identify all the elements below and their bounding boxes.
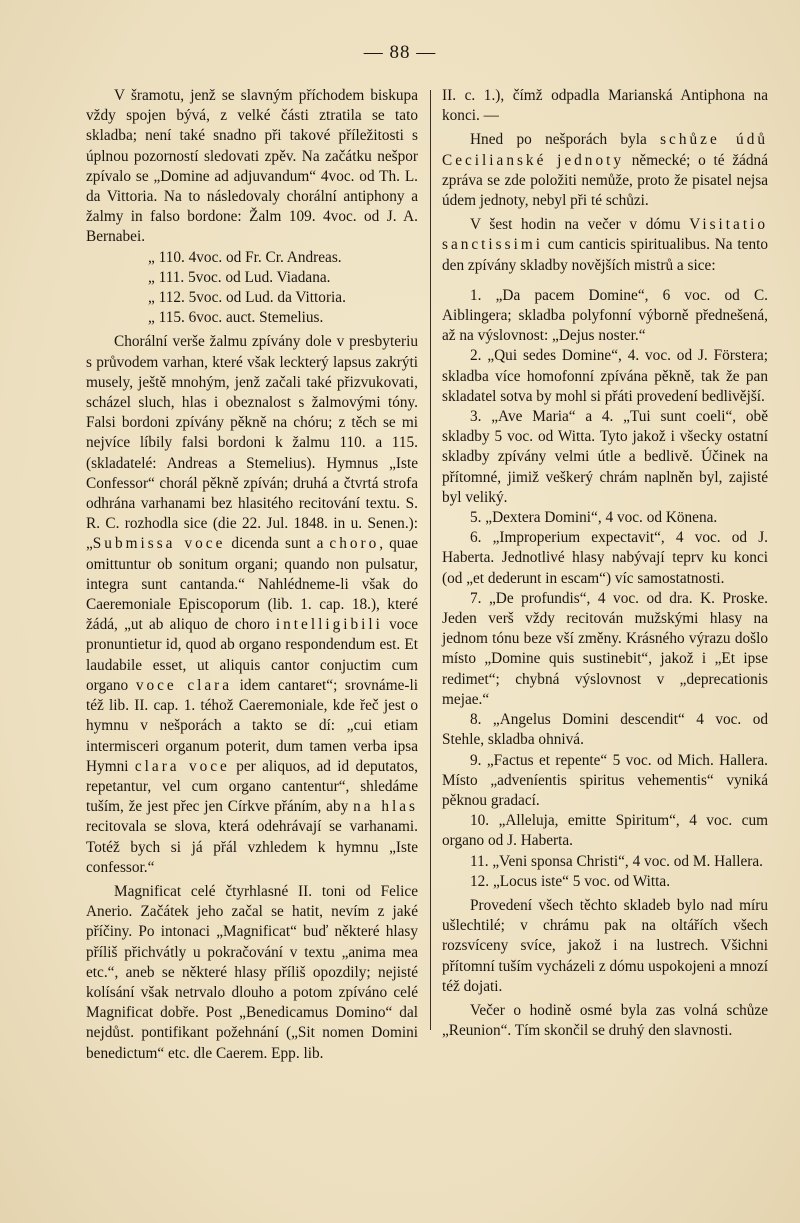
list-item: 5. „Dextera Domini“, 4 voc. od Könena. (470, 509, 718, 527)
list-item: 11. „Veni sponsa Christi“, 4 voc. od M. Hallera. (470, 852, 763, 870)
list-item: 2. „Qui sedes Domine“, 4. voc. od J. Förstera; skladba více homofonní zpívána pěkně, tak že pan skladatel sotva by mohl si přáti provedení bedlivější. (442, 347, 768, 405)
column-divider (430, 90, 431, 1030)
spaced-text: na hlas (353, 798, 418, 816)
spaced-text: schůze údů Cecilianské jednoty (442, 131, 769, 169)
list-item: „ 112. 5voc. od Lud. da Vittoria. (148, 289, 346, 307)
spaced-text: Visitatio sanctissimi (442, 216, 768, 254)
spaced-text: Submissa voce (92, 535, 226, 553)
list-item: „ 115. 6voc. auct. Stemelius. (148, 309, 324, 327)
paragraph: Magnificat celé čtyrhlasné II. toni od Felice Anerio. Začátek jeho začal se hatit, nevím z jaké příčiny. Po intonaci „Magnificat“ buď některé hlasy příliš přichvátly u pokračování v textu „anima mea etc.“, aneb se některé hlasy příliš opozdily; nejisté kolísání však netrvalo dlouho a potom zpíváno celé Magnificat dobře. Post „Benedicamus Domino“ dal nejdůst. pontifikant požehnání („Sit nomen Domini benedictum“ etc. dle Caerem. Epp. lib. (86, 882, 418, 1062)
spaced-text: voce clara (135, 676, 233, 694)
list-item: 8. „Angelus Domini descendit“ 4 voc. od Stehle, skladba ohnivá. (442, 711, 768, 749)
list-item: 9. „Factus et repente“ 5 voc. od Mich. Hallera. Místo „adveníentis spiritus vehementis“ vyniká pěknou gradací. (442, 751, 768, 809)
psalm-list (86, 248, 418, 329)
paragraph: Večer o hodině osmé byla zas volná schůze „Reunion“. Tím skončil se druhý den slavnosti. (442, 1001, 768, 1040)
spaced-text: clara voce (134, 757, 230, 775)
paragraph: Hned po nešporách byla schůze údů Cecilianské jednoty německé; o té žádná zpráva se zde položiti nemůže, proto že pisatel nejsa údem jednoty, nebyl při té schůzi. (442, 131, 769, 210)
list-item: 12. „Locus iste“ 5 voc. od Witta. (470, 872, 671, 890)
list-item: 1. „Da pacem Domine“, 6 voc. od C. Aiblingera; skladba polyfonní výborně přednešená, až na výslovnost: „Dejus noster.“ (442, 286, 768, 345)
paragraph: Chorální verše žalmu zpívány dole v presbyteriu s průvodem varhan, které však leckterý lapsus zakrýti musely, ještě mnohým, jenž začali také přizvukovati, scházel sluch, hlas i obeznalost s žalmovými tóny. Falsi bordoni zpívány pěkně na chóru; z těch se mi nejvíce líbily falsi bordoni k žalmu 110. a 115. (skladatelé: Andreas a Stemelius). Hymnus „Iste Confessor“ chorál pěkně zpíván; druhá a čtvrtá strofa odhrána varhanami bez hlasitého recitování textu. S. R. C. rozhodla sice (die 22. Jul. 1848. in u. Senen.): „Submissa voce dicenda sunt a choro, quae omittuntur ob sonitum organi; quando non pulsatur, integra sunt cantanda.“ Nahlédneme-li však do Caeremoniale Episcoporum (lib. 1. cap. 18.), které žádá, „ut ab aliquo de choro intelligibili voce pronuntietur id, quod ab organo respondendum est. Et laudabile esset, ut aliquis cantor conjuctim cum organo voce clara idem cantaret“; srovnáme-li též lib. II. cap. 1. téhož Caeremoniale, kde řeč jest o hymnu v nešporách a takto se dí: „cui etiam intermisceri organum poterit, dum tamen verba ipsa Hymni clara voce per aliquos, ad id deputatos, repetantur, vel cum organo cantentur“, shledáme tuším, že jest přec jen Církve přáním, aby na hlas recitovala se slova, která odehrávají se varhanami. Totéž bych si já přál vzhledem k hymnu „Iste confessor.“ (86, 333, 419, 876)
list-item: „ 110. 4voc. od Fr. Cr. Andreas. (148, 248, 342, 266)
spaced-text: intelligibili (275, 616, 383, 634)
list-item: 10. „Alleluja, emitte Spiritum“, 4 voc. cum organo od J. Haberta. (442, 812, 768, 850)
paragraph: II. c. 1.), čímž odpadla Marianská Antiphona na konci. — (442, 87, 768, 125)
paragraph: Provedení všech těchto skladeb bylo nad míru ušlechtilé; v chrámu pak na oltářích všech rozsvíceny svíce, jakož i na lustrech. Všichni přítomní tuším vycházeli z dómu uspokojeni a mnozí též dojati. (442, 896, 768, 995)
list-item: „ 111. 5voc. od Lud. Viadana. (148, 268, 331, 286)
paragraph: V šest hodin na večer v dómu Visitatio sanctissimi cum canticis spiritualibus. Na tento den zpívány skladby novějších mistrů a sice: (442, 216, 768, 274)
page-number: — 88 — (363, 42, 437, 63)
list-item: 3. „Ave Maria“ a 4. „Tui sunt coeli“, obě skladby 5 voc. od Witta. Tyto jakož i všecky ostatní skladby zpívány velmi útle a bedlivě. Účinek na přítomné, jimiž veškerý chrám naplněn byl, zajisté byl veliký. (442, 408, 768, 506)
left-column (86, 86, 418, 1064)
list-item: 6. „Improperium expectavit“, 4 voc. od J. Haberta. Jednotlivé hlasy nabývají teprv ku konci (od „et dederunt in escam“) víc samostatnosti. (442, 529, 768, 587)
paragraph: V šramotu, jenž se slavným příchodem biskupa vždy spojen bývá, z velké části ztratila se tato skladba; není také snadno při takové příležitosti s úplnou pozorností sledovati zpěv. Na začátku nešpor zpívalo se „Domine ad adjuvandum“ 4voc. od Th. L. da Vittoria. Na to následovaly chorální antiphony a žalmy in falso bordone: Žalm 109. 4voc. od J. A. Bernabei. (86, 87, 418, 246)
spaced-text: choro (329, 535, 380, 553)
right-column (442, 86, 768, 1041)
list-item: 7. „De profundis“, 4 voc. od dra. K. Proske. Jeden verš vždy recitován mužskými hlasy na jednom tónu beze vší změny. Krásného výrazu došlo místo „Domine quis sustinebit“, jakož i „Et ipse redimet“; chybná výslovnost v „deprecationis mejae.“ (442, 589, 768, 708)
